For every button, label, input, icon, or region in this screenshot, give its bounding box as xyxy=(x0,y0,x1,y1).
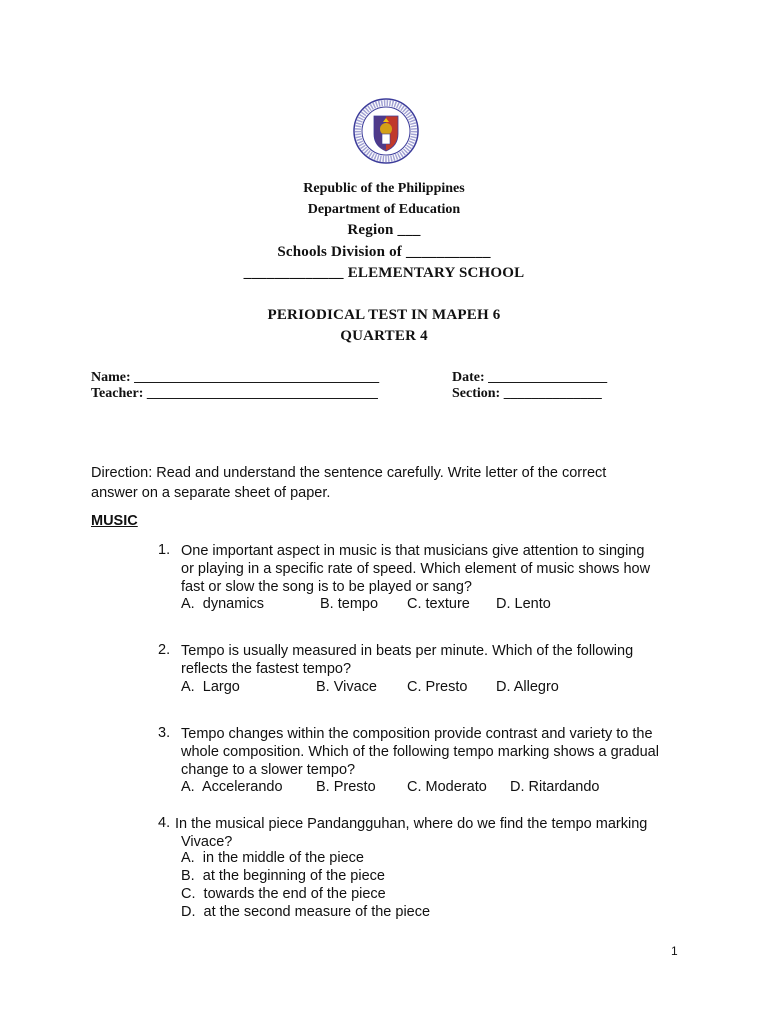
header-school: _____________ ELEMENTARY SCHOOL xyxy=(243,265,525,281)
option-a: A. dynamics xyxy=(181,596,264,612)
page-number: 1 xyxy=(671,944,678,958)
option-c: C. Moderato xyxy=(407,779,487,795)
question-number: 2. xyxy=(158,642,171,658)
option-b: B. Vivace xyxy=(316,679,377,695)
option-c: C. towards the end of the piece xyxy=(181,886,386,902)
option-c: C. Presto xyxy=(407,679,468,695)
teacher-field: Teacher: _________________________________ xyxy=(91,386,378,401)
direction-line: answer on a separate sheet of paper. xyxy=(91,485,331,501)
direction-line: Direction: Read and understand the sentence carefully. Write letter of the correct xyxy=(91,465,607,481)
option-d: D. Allegro xyxy=(496,679,559,695)
option-d: D. at the second measure of the piece xyxy=(181,904,431,920)
option-b: B. tempo xyxy=(320,596,379,612)
question-line: In the musical piece Pandangguhan, where do we find the tempo marking xyxy=(175,816,648,832)
header-division: Schools Division of ___________ xyxy=(277,244,491,260)
question-text xyxy=(181,642,701,678)
question-text xyxy=(175,815,715,851)
option-a: A. in the middle of the piece xyxy=(181,850,364,866)
option-d: D. Lento xyxy=(496,596,551,612)
question-line: Tempo changes within the composition provide contrast and variety to the xyxy=(181,726,653,742)
question-text xyxy=(181,725,701,779)
direction-text xyxy=(91,464,731,502)
question-line: change to a slower tempo? xyxy=(181,762,356,778)
name-field: Name: ___________________________________ xyxy=(91,370,380,385)
header-republic: Republic of the Philippines xyxy=(303,181,465,196)
question-number: 4. xyxy=(158,815,171,831)
section-title-music: MUSIC xyxy=(91,513,138,529)
question-line: whole composition. Which of the following tempo marking shows a gradual xyxy=(181,744,659,760)
section-field: Section: ______________ xyxy=(452,386,602,401)
question-line: fast or slow the song is to be played or sang? xyxy=(181,579,472,595)
option-b: B. at the beginning of the piece xyxy=(181,868,385,884)
test-title: PERIODICAL TEST IN MAPEH 6 xyxy=(267,307,501,323)
deped-seal-icon xyxy=(353,98,419,164)
option-b: B. Presto xyxy=(316,779,376,795)
question-line: One important aspect in music is that musicians give attention to singing xyxy=(181,543,645,559)
header-region: Region ___ xyxy=(347,222,421,238)
question-line: reflects the fastest tempo? xyxy=(181,661,352,677)
question-line: or playing in a specific rate of speed. Which element of music shows how xyxy=(181,561,651,577)
question-number: 1. xyxy=(158,542,171,558)
question-line: Tempo is usually measured in beats per minute. Which of the following xyxy=(181,643,634,659)
date-field: Date: _________________ xyxy=(452,370,608,385)
question-text xyxy=(181,542,701,596)
header-department: Department of Education xyxy=(307,202,461,217)
option-d: D. Ritardando xyxy=(510,779,600,795)
question-number: 3. xyxy=(158,725,171,741)
option-c: C. texture xyxy=(407,596,470,612)
quarter-title: QUARTER 4 xyxy=(340,328,428,344)
question-line: Vivace? xyxy=(181,834,233,850)
option-a: A. Largo xyxy=(181,679,240,695)
option-a: A. Accelerando xyxy=(181,779,283,795)
